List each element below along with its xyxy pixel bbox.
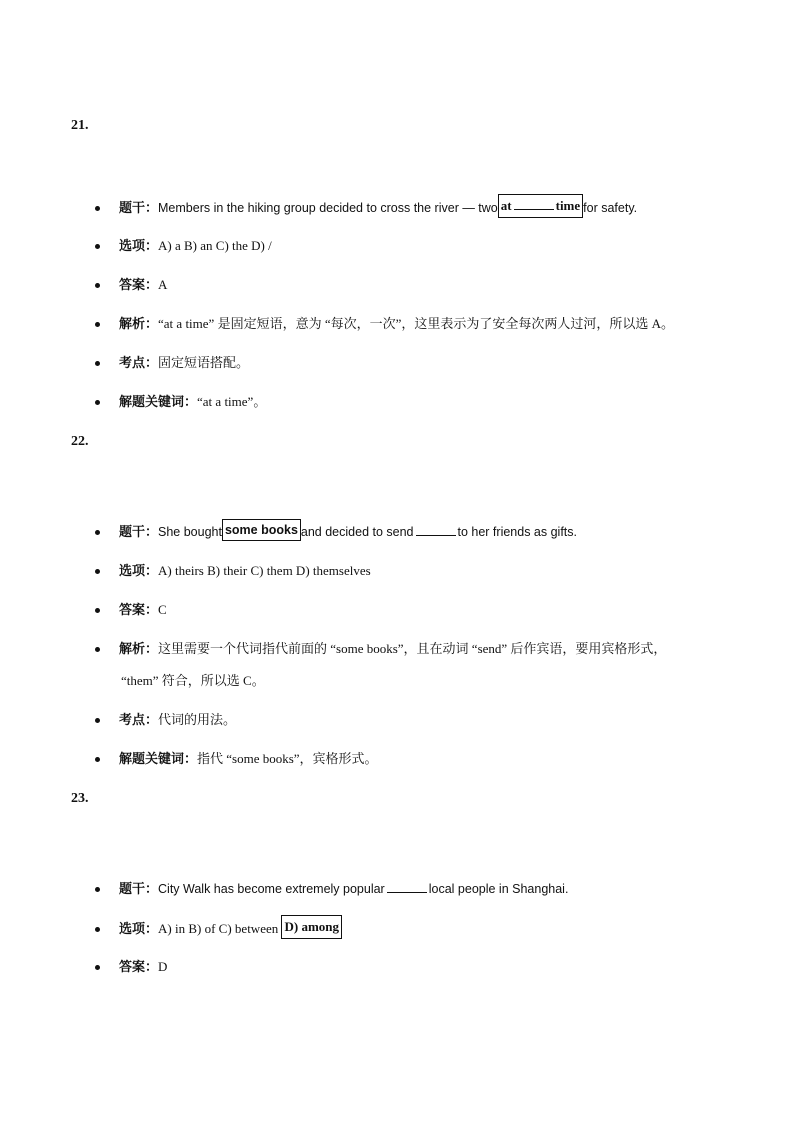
analysis-continuation: “them” 符合，所以选 C。 <box>121 673 265 688</box>
analysis-label: 解析： <box>119 316 159 331</box>
keyword-row <box>95 391 266 410</box>
keyword-text: 指代 “some books”，宾格形式。 <box>197 751 378 766</box>
options-row <box>95 560 371 579</box>
bullet-icon <box>95 927 100 932</box>
stem-row <box>95 196 637 220</box>
stem-text: She bought <box>158 525 222 539</box>
options-row <box>95 235 272 254</box>
answer-text: D <box>158 959 168 974</box>
answer-text: C <box>158 602 167 617</box>
answer-blank <box>416 525 456 536</box>
keyword-row <box>95 748 378 767</box>
keyword-text: “at a time”。 <box>197 394 267 409</box>
answer-row <box>95 599 167 618</box>
answer-text: A <box>158 277 168 292</box>
stem-text: and decided to send <box>300 525 414 539</box>
bullet-icon <box>95 530 100 535</box>
stem-text: for safety. <box>583 201 638 215</box>
bullet-icon <box>95 400 100 405</box>
bullet-icon <box>95 965 100 970</box>
answer-label: 答案： <box>119 277 159 292</box>
bullet-icon <box>95 283 100 288</box>
bullet-icon <box>95 647 100 652</box>
options-row <box>95 917 342 941</box>
stem-label: 题干： <box>119 524 159 539</box>
stem-row <box>95 878 568 897</box>
point-label: 考点： <box>119 355 159 370</box>
stem-text: to her friends as gifts. <box>457 525 578 539</box>
bullet-icon <box>95 569 100 574</box>
options-label: 选项： <box>119 563 159 578</box>
analysis-text: 这里需要一个代词指代前面的 “some books”，且在动词 “send” 后作宾语，要用宾格形式， <box>158 641 667 656</box>
highlight-box <box>498 194 583 218</box>
keyword-label: 解题关键词： <box>119 394 198 409</box>
options-text: A) in B) of C) between <box>158 921 279 936</box>
stem-text: local people in Shanghai. <box>428 882 569 896</box>
highlight-box: some books <box>222 519 301 541</box>
point-text: 代词的用法。 <box>158 712 237 727</box>
answer-blank <box>387 882 427 893</box>
bullet-icon <box>95 608 100 613</box>
analysis-label: 解析： <box>119 641 159 656</box>
options-text: A) theirs B) their C) them D) themselves <box>158 563 371 578</box>
bullet-icon <box>95 206 100 211</box>
question-number: 21. <box>71 118 89 133</box>
stem-row <box>95 521 577 543</box>
highlight-box: D) among <box>281 915 342 939</box>
answer-row <box>95 956 167 975</box>
answer-label: 答案： <box>119 602 159 617</box>
box-word: time <box>555 198 581 213</box>
question-number: 23. <box>71 791 89 806</box>
analysis-row <box>95 313 674 332</box>
point-row <box>95 352 249 371</box>
options-label: 选项： <box>119 238 159 253</box>
stem-label: 题干： <box>119 881 159 896</box>
bullet-icon <box>95 322 100 327</box>
bullet-icon <box>95 887 100 892</box>
stem-label: 题干： <box>119 200 159 215</box>
bullet-icon <box>95 718 100 723</box>
keyword-label: 解题关键词： <box>119 751 198 766</box>
options-label: 选项： <box>119 921 159 936</box>
options-text: A) a B) an C) the D) / <box>158 238 272 253</box>
bullet-icon <box>95 361 100 366</box>
analysis-text: “at a time” 是固定短语，意为 “每次，一次”，这里表示为了安全每次两人过河，所以选 A。 <box>158 316 674 331</box>
question-number: 22. <box>71 434 89 449</box>
stem-text: City Walk has become extremely popular <box>158 882 385 896</box>
answer-row <box>95 274 167 293</box>
answer-blank <box>514 199 554 210</box>
point-row <box>95 709 236 728</box>
point-text: 固定短语搭配。 <box>158 355 250 370</box>
bullet-icon <box>95 244 100 249</box>
box-word: at <box>500 198 512 213</box>
analysis-row <box>95 638 666 657</box>
bullet-icon <box>95 757 100 762</box>
answer-label: 答案： <box>119 959 159 974</box>
point-label: 考点： <box>119 712 159 727</box>
stem-text: Members in the hiking group decided to cross the river — two <box>158 201 498 215</box>
